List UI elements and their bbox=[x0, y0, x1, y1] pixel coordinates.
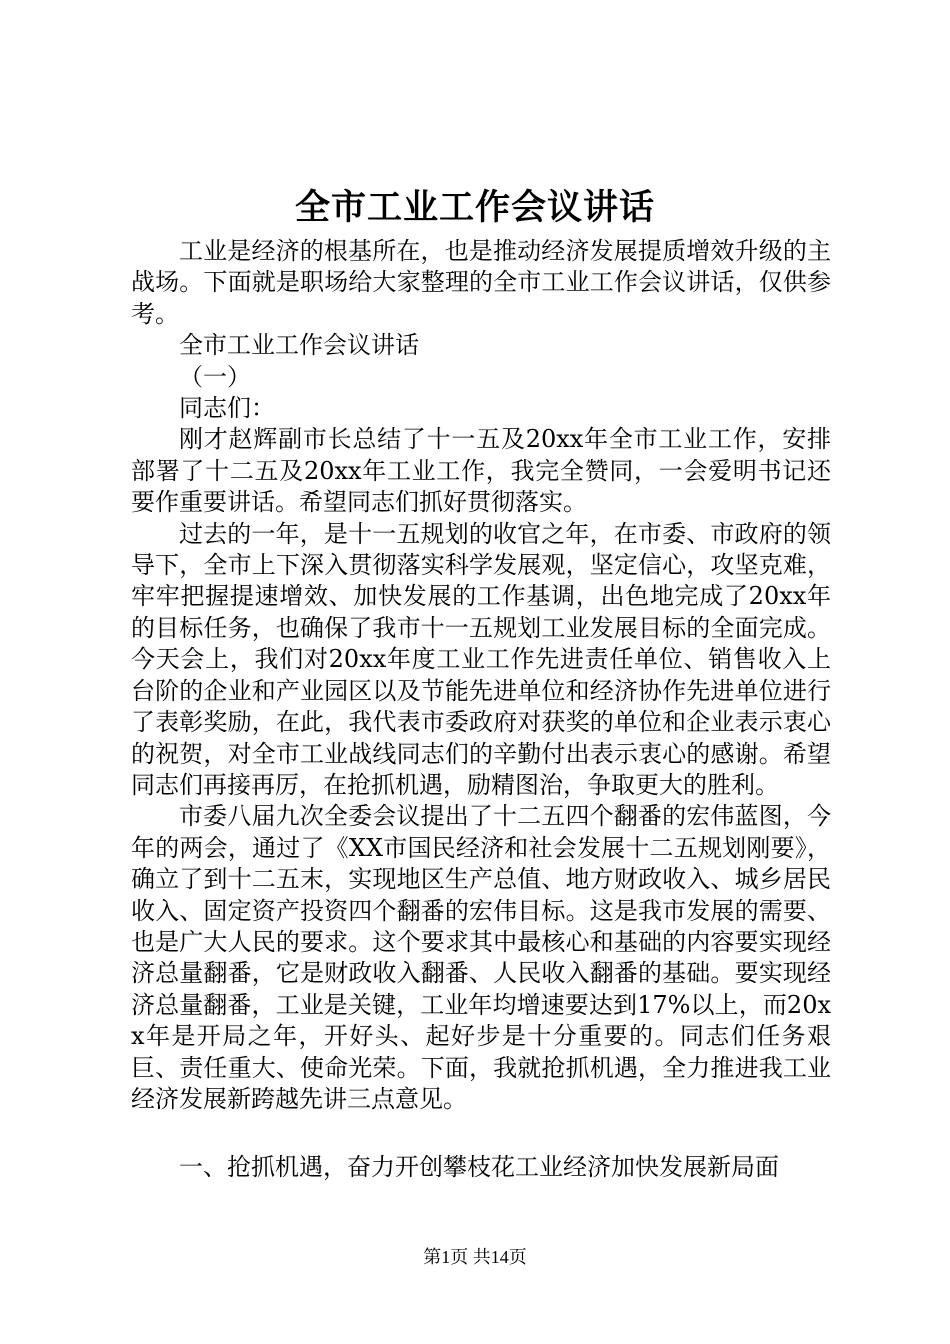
section-heading: 一、抢抓机遇，奋力开创攀枝花工业经济加快发展新局面 bbox=[179, 1153, 779, 1181]
body-paragraph: 市委八届九次全委会议提出了十二五四个翻番的宏伟蓝图，今年的两会，通过了《XX市国民经济和社会发展十二五规划刚要》，确立了到十二五末，实现地区生产总值、地方财政收入、城乡居民收入、固定资产投资四个翻番的宏伟目标。这是我市发展的需要、也是广大人民的要求。这个要求其中最核心和基础的内容要实现经济总量翻番，它是财政收入翻番、人民收入翻番的基础。要实现经济总量翻番，工业是关键，工业年均增速要达到17%以上，而20xx年是开局之年，开好头、起好步是十分重要的。同志们任务艰巨、责任重大、使命光荣。下面，我就抢抓机遇，全力推进我工业经济发展新跨越先讲三点意见。 bbox=[131, 802, 831, 1113]
intro-paragraph: 工业是经济的根基所在，也是推动经济发展提质增效升级的主战场。下面就是职场给大家整理的全市工业工作会议讲话，仅供参考。 bbox=[131, 237, 831, 328]
document-body bbox=[131, 236, 831, 1115]
body-paragraph: 过去的一年，是十一五规划的收官之年，在市委、市政府的领导下，全市上下深入贯彻落实科学发展观，坚定信心，攻坚克难，牢牢把握提速增效、加快发展的工作基调，出色地完成了20xx年的目标任务，也确保了我市十一五规划工业发展目标的全面完成。今天会上，我们对20xx年度工业工作先进责任单位、销售收入上台阶的企业和产业园区以及节能先进单位和经济协作先进单位进行了表彰奖励，在此，我代表市委政府对获奖的单位和企业表示衷心的祝贺，对全市工业战线同志们的辛勤付出表示衷心的感谢。希望同志们再接再厉，在抢抓机遇，励精图治，争取更大的胜利。 bbox=[131, 519, 831, 799]
page-footer: 第1页 共14页 bbox=[423, 1247, 527, 1267]
speech-subtitle: 全市工业工作会议讲话 bbox=[179, 331, 419, 360]
salutation: 同志们： bbox=[179, 394, 275, 423]
document-title: 全市工业工作会议讲话 bbox=[294, 187, 655, 228]
part-number: （一） bbox=[179, 362, 251, 391]
body-paragraph: 刚才赵辉副市长总结了十一五及20xx年全市工业工作，安排部署了十二五及20xx年工业工作，我完全赞同，一会爱明书记还要作重要讲话。希望同志们抓好贯彻落实。 bbox=[131, 425, 831, 517]
